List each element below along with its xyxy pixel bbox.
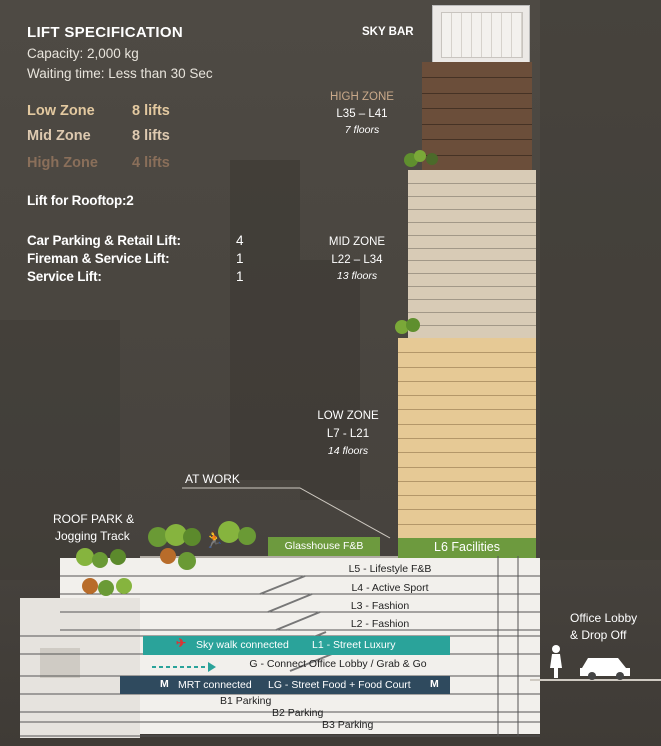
l6-facilities-band — [398, 538, 536, 558]
l1-band — [143, 636, 450, 655]
l3-label: L3 - Fashion — [350, 600, 410, 612]
floor-line — [408, 209, 536, 210]
skywalk-icon: ✈ — [176, 636, 187, 650]
floor-line — [398, 438, 536, 439]
waiting-text: Waiting time: Less than 30 Sec — [27, 66, 213, 81]
background-building — [230, 160, 300, 480]
spec-title: LIFT SPECIFICATION — [27, 24, 183, 41]
at-work-label: AT WORK — [185, 472, 240, 486]
floor-line — [398, 352, 536, 353]
sky-bar-crown — [432, 5, 530, 64]
lift-value: 4 — [236, 233, 244, 248]
l2-label: L2 - Fashion — [350, 618, 410, 630]
capacity-text: Capacity: 2,000 kg — [27, 46, 139, 61]
lift-label: Car Parking & Retail Lift: — [27, 233, 181, 248]
lift-label: Fireman & Service Lift: — [27, 251, 170, 266]
b2-label: B2 Parking — [272, 707, 324, 719]
floor-line — [398, 395, 536, 396]
glasshouse-band — [268, 537, 380, 556]
floor-line — [398, 481, 536, 482]
high-zone-block — [422, 62, 532, 170]
floor-line — [408, 286, 536, 287]
tree-icon — [160, 548, 176, 564]
tree-icon — [116, 578, 132, 594]
floor-line — [408, 248, 536, 249]
floor-line — [398, 509, 536, 510]
runner-icon: 🏃 — [204, 532, 224, 549]
mid-zone-title: MID ZONE — [328, 236, 386, 248]
tree-icon — [178, 552, 196, 570]
tree-icon — [92, 552, 108, 568]
low-zone-label: Low Zone — [27, 103, 95, 119]
tree-icon — [406, 318, 420, 332]
floor-line — [422, 155, 532, 156]
high-zone-label: High Zone — [27, 155, 98, 171]
tree-icon — [98, 580, 114, 596]
floor-line — [422, 108, 532, 109]
lift-label: Service Lift: — [27, 269, 102, 284]
background-building — [540, 0, 661, 560]
floor-line — [408, 183, 536, 184]
low-zone-block — [398, 338, 536, 538]
background-building — [300, 260, 360, 500]
tree-icon — [426, 153, 438, 165]
car-icon — [578, 650, 634, 680]
high-zone-levels: L35 – L41 — [336, 108, 388, 120]
tree-icon — [183, 528, 201, 546]
low-zone-levels: L7 - L21 — [326, 428, 370, 440]
b3-label: B3 Parking — [322, 719, 374, 731]
floor-line — [408, 222, 536, 223]
g-label: G - Connect Office Lobby / Grab & Go — [249, 658, 427, 670]
floor-line — [408, 273, 536, 274]
mid-zone-label: Mid Zone — [27, 128, 91, 144]
l1-label: L1 - Street Luxury — [312, 639, 396, 651]
jogging-track-label: Jogging Track — [55, 529, 130, 543]
floor-line — [408, 196, 536, 197]
l6-facilities-label: L6 Facilities — [434, 540, 500, 554]
lift-value: 1 — [236, 251, 244, 266]
l4-label: L4 - Active Sport — [351, 582, 429, 594]
lg-label: LG - Street Food + Food Court — [268, 679, 411, 691]
floor-line — [422, 124, 532, 125]
metro-icon: M — [160, 678, 169, 690]
floor-line — [408, 299, 536, 300]
floor-line — [422, 77, 532, 78]
sky-bar-label: SKY BAR — [362, 26, 414, 38]
tree-icon — [110, 549, 126, 565]
floor-line — [408, 260, 536, 261]
floor-line — [398, 424, 536, 425]
arrow-icon — [150, 656, 220, 678]
floor-line — [422, 139, 532, 140]
floor-line — [398, 409, 536, 410]
l5-label: L5 - Lifestyle F&B — [348, 563, 432, 575]
drop-off-label: & Drop Off — [570, 628, 627, 642]
tree-icon — [238, 527, 256, 545]
lift-value: 1 — [236, 269, 244, 284]
metro-icon: M — [430, 678, 439, 690]
office-lobby-label: Office Lobby — [570, 611, 638, 625]
high-zone-count: 4 lifts — [132, 155, 170, 171]
floor-line — [398, 367, 536, 368]
mid-zone-block — [408, 170, 536, 338]
mid-zone-count: 8 lifts — [132, 128, 170, 144]
low-zone-count: 8 lifts — [132, 103, 170, 119]
tree-icon — [82, 578, 98, 594]
rooftop-lift-text: Lift for Rooftop:2 — [27, 193, 134, 208]
roof-park-label: ROOF PARK & — [53, 512, 135, 526]
mid-zone-floors: 13 floors — [336, 270, 378, 282]
floor-line — [408, 312, 536, 313]
tree-icon — [414, 150, 426, 162]
low-zone-floors: 14 floors — [327, 445, 369, 457]
mid-zone-levels: L22 – L34 — [331, 254, 383, 266]
floor-line — [408, 235, 536, 236]
floor-line — [398, 381, 536, 382]
skywalk-label: Sky walk connected — [196, 639, 289, 651]
floor-line — [398, 467, 536, 468]
mrt-label: MRT connected — [178, 679, 252, 691]
floor-line — [398, 524, 536, 525]
low-zone-title: LOW ZONE — [317, 410, 379, 422]
b1-label: B1 Parking — [220, 695, 272, 707]
floor-line — [398, 452, 536, 453]
high-zone-floors: 7 floors — [344, 124, 380, 136]
high-zone-title: HIGH ZONE — [330, 91, 394, 103]
floor-line — [398, 495, 536, 496]
glasshouse-label: Glasshouse F&B — [284, 540, 364, 552]
floor-line — [408, 325, 536, 326]
floor-line — [422, 93, 532, 94]
